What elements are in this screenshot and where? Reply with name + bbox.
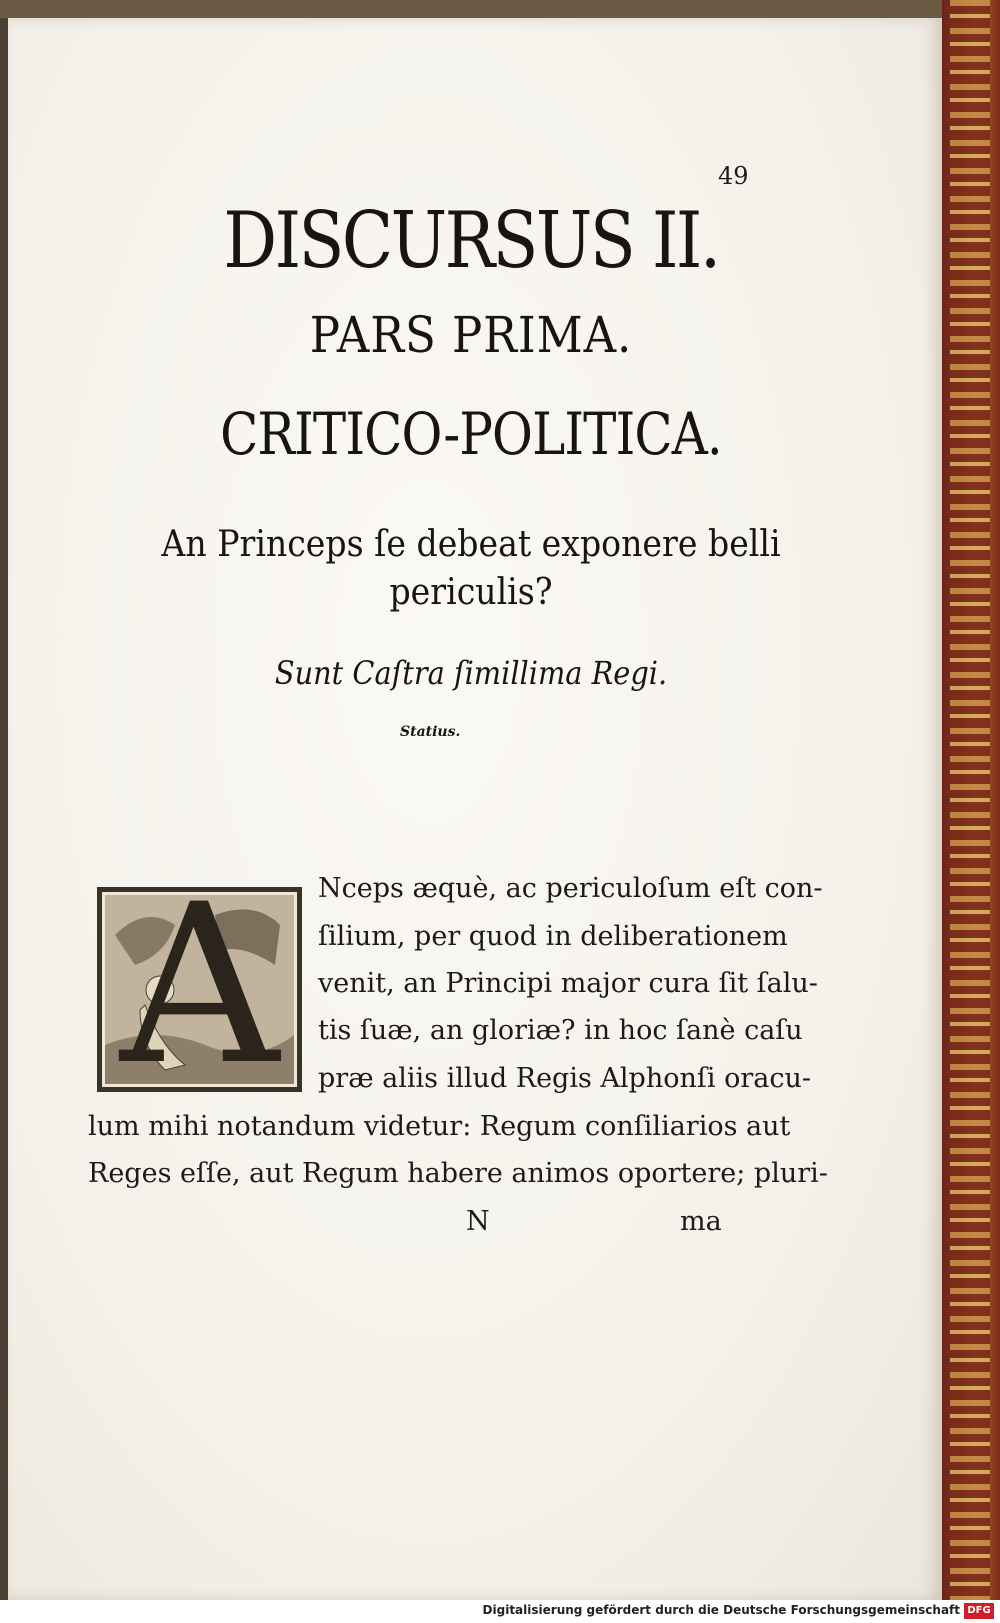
body-line-3: venit, an Principi major cura ſit ſalu- — [318, 968, 818, 999]
dfg-logo: DFG — [964, 1603, 994, 1619]
page-number: 49 — [718, 162, 749, 190]
book-gutter — [0, 0, 8, 1600]
part-heading: PARS PRIMA. — [309, 306, 633, 364]
motto: Sunt Caſtra ſimillima Regi. — [274, 654, 668, 692]
body-line-4: tis ſuæ, an gloriæ? in hoc ſanè caſu — [318, 1015, 803, 1046]
initial-engraving — [102, 892, 297, 1087]
catchword: ma — [680, 1206, 722, 1237]
decorated-initial — [97, 887, 302, 1092]
body-line-2: ſilium, per quod in deliberationem — [318, 921, 788, 952]
cover-ornament — [950, 0, 990, 1600]
body-line-7: Reges eſſe, aut Regum habere animos oportere; pluri- — [88, 1158, 828, 1189]
body-line-5: præ aliis illud Regis Alphonſi oracu- — [318, 1063, 811, 1094]
book-top-edge — [0, 0, 942, 18]
footer-bar — [0, 1600, 1000, 1623]
initial-letter: A — [120, 892, 279, 1087]
section-heading: CRITICO-POLITICA. — [220, 400, 722, 468]
signature-mark: N — [466, 1206, 490, 1237]
question-line-2: periculis? — [389, 572, 553, 613]
body-line-6: lum mihi notandum videtur: Regum conſiliarios aut — [88, 1111, 791, 1142]
discourse-title: DISCURSUS II. — [223, 196, 719, 286]
book-cover-edge — [942, 0, 1000, 1600]
motto-author: Statius. — [400, 724, 461, 740]
body-line-1: Nceps æquè, ac periculoſum eſt con- — [318, 873, 823, 904]
question-line-1: An Princeps ſe debeat exponere belli — [161, 524, 781, 565]
footer-credit: Digitalisierung gefördert durch die Deutsche Forschungsgemeinschaft — [482, 1603, 960, 1617]
